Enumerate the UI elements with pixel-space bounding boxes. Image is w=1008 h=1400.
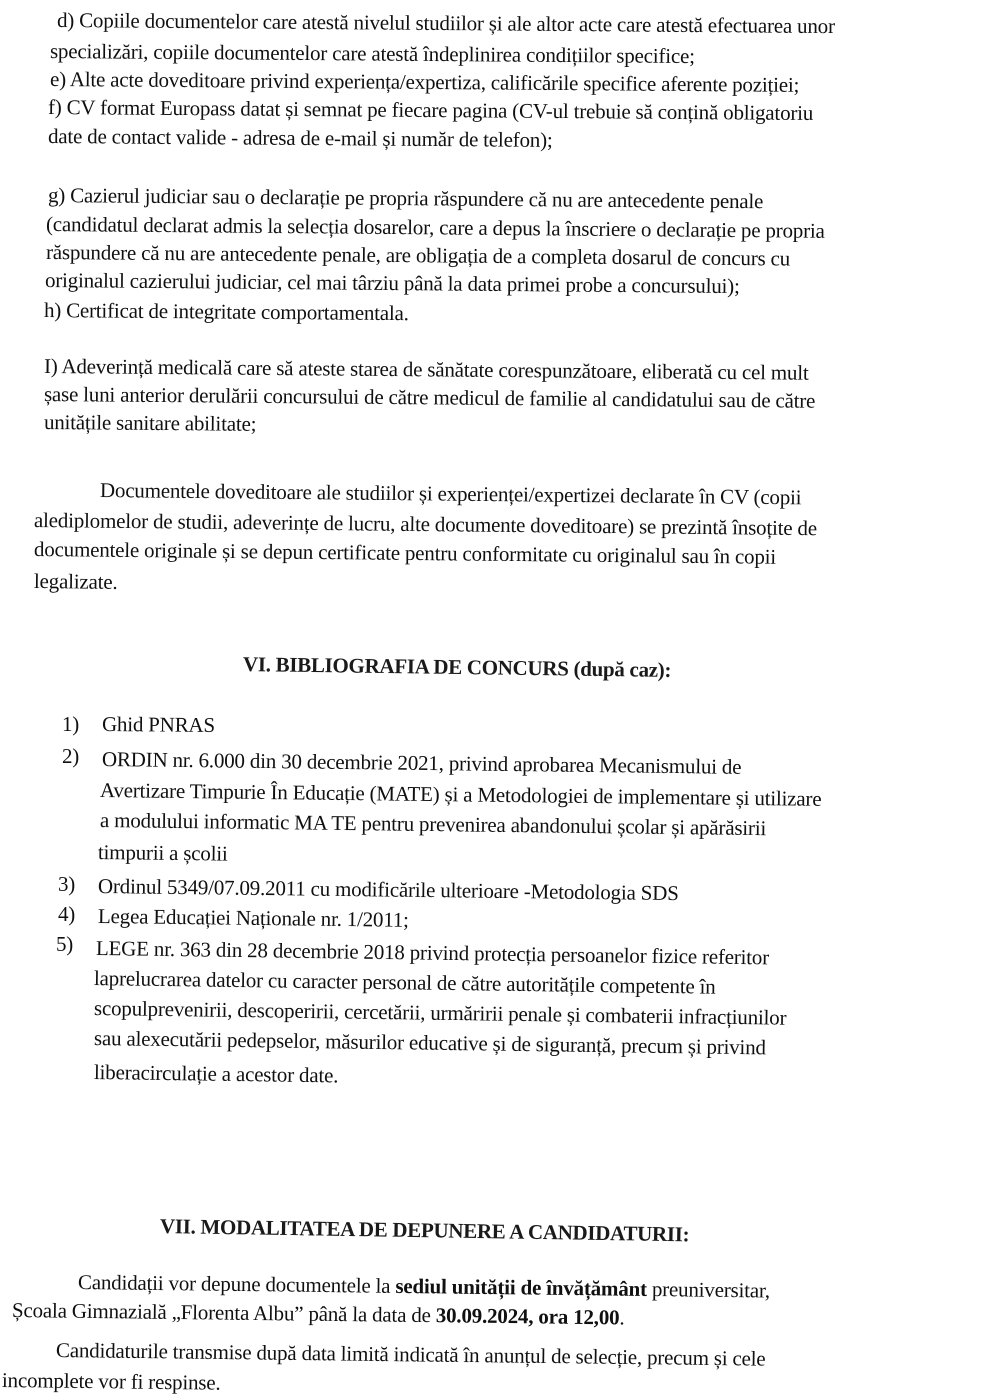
requirement-g-line-1: g) Cazierul judiciar sau o declarație pe propria răspundere că nu are antecedente penale [47,183,764,214]
rejection-note-line-1: Candidaturile transmise după data limită indicată în anunțul de selecție, precum și cele [55,1338,766,1371]
bibliography-item-5-number: 5) [56,932,74,956]
requirement-d-line-1: d) Copiile documentelor care atestă nivelul studiilor și ale altor acte care atestă efectuarea unor [56,8,835,39]
bibliography-item-5-line-2: laprelucrarea datelor cu caracter personal de către autoritățile competente în [93,966,716,999]
bibliography-item-4-line-1: Legea Educației Naționale nr. 1/2011; [97,904,409,932]
submission-text-2: preuniversitar, [646,1276,771,1303]
section-vi-title: VI. BIBLIOGRAFIA DE CONCURS [242,652,569,681]
bibliography-item-1-number: 1) [62,712,80,736]
requirement-e-line-1: e) Alte acte doveditoare privind experiența/expertiza, calificările specifice aferente poziției; [49,67,800,97]
submission-paragraph-line-2 [12,1298,625,1329]
bibliography-item-2-line-3: a modulului informatic MA TE pentru prevenirea abandonului școlar și apărăsirii [99,808,767,841]
section-vi-heading [243,652,671,683]
requirement-i-line-1: I) Adeverință medicală care să ateste starea de sănătate corespunzătoare, eliberată cu cel mult [43,354,809,385]
bibliography-item-4-number: 4) [58,902,76,926]
rejection-note-line-2: incomplete vor fi respinse. [1,1368,221,1395]
bibliography-item-5-line-3: scopulprevenirii, descoperirii, cercetării, urmăririi penale și combaterii infracțiunilor [93,996,787,1030]
requirement-g-line-3: răspundere că nu are antecedente penale, are obligația de a completa dosarul de concurs cu [45,240,791,271]
bibliography-item-2-line-4: timpurii a școlii [97,840,228,866]
submission-paragraph-line-1 [78,1270,770,1302]
bibliography-item-5-line-4: sau alexecutării pedepselor, măsurilor educative și de siguranță, precum și privind [93,1026,766,1060]
requirement-d-line-2: specializări, copiile documentelor care atestă îndeplinirea condițiilor specifice; [49,39,695,69]
bibliography-item-2-number: 2) [62,744,80,768]
section-vii-heading: VII. MODALITATEA DE DEPUNERE A CANDIDATURII: [159,1214,690,1247]
bibliography-item-5-line-5: liberacirculație a acestor date. [93,1060,339,1088]
submission-deadline: 30.09.2024, ora 12,00 [435,1303,620,1330]
submission-text-1: Candidații vor depune documentele la [77,1270,396,1298]
requirement-f-line-2: date de contact valide - adresa de e-mail și număr de telefon); [47,124,553,152]
bibliography-item-1-line-1: Ghid PNRAS [101,712,216,737]
requirement-i-line-2: șase luni anterior derulării concursului de către medicul de familie al candidatului sau de către [43,382,816,413]
submission-location: sediul unității de învățământ [395,1273,648,1301]
requirement-g-line-4: originalul cazierului judiciar, cel mai târziu până la data primei probe a concursului); [44,268,740,299]
requirement-f-line-1: f) CV format Europass datat și semnat pe fiecare pagina (CV-ul trebuie să conțină obligatoriu [47,95,814,126]
requirement-h-line-1: h) Certificat de integritate comportamentala. [43,298,409,326]
bibliography-item-5-line-1: LEGE nr. 363 din 28 decembrie 2018 privind protecția persoanelor fizice referitor [95,936,770,970]
supporting-docs-line-2: alediplomelor de studii, adeverințe de lucru, alte documente doveditoare) se prezintă însoțite de [33,508,818,541]
school-name-text: Școala Gimnazială „Florenta Albu” până la data de [11,1298,436,1328]
bibliography-item-3-line-1: Ordinul 5349/07.09.2011 cu modificările ulterioare -Metodologia SDS [97,874,679,906]
requirement-i-line-3: unitățile sanitare abilitate; [43,410,257,436]
supporting-docs-line-1: Documentele doveditoare ale studiilor și experienței/expertizei declarate în CV (copii [99,478,802,510]
submission-text-3: . [619,1305,625,1330]
requirement-g-line-2: (candidatul declarat admis la selecția dosarelor, care a depus la înscriere o declarație pe propria [45,212,825,243]
bibliography-item-2-line-1: ORDIN nr. 6.000 din 30 decembrie 2021, privind aprobarea Mecanismului de [101,747,742,779]
bibliography-item-3-number: 3) [58,872,76,896]
bibliography-item-2-line-2: Avertizare Timpurie În Educație (MATE) și a Metodologiei de implementare și utilizare [99,778,822,811]
supporting-docs-line-3: documentele originale și se depun certificate pentru conformitate cu originalul sau în copii [33,537,777,569]
section-vi-title-suffix: (după caz): [573,656,672,682]
supporting-docs-line-4: legalizate. [33,569,118,594]
